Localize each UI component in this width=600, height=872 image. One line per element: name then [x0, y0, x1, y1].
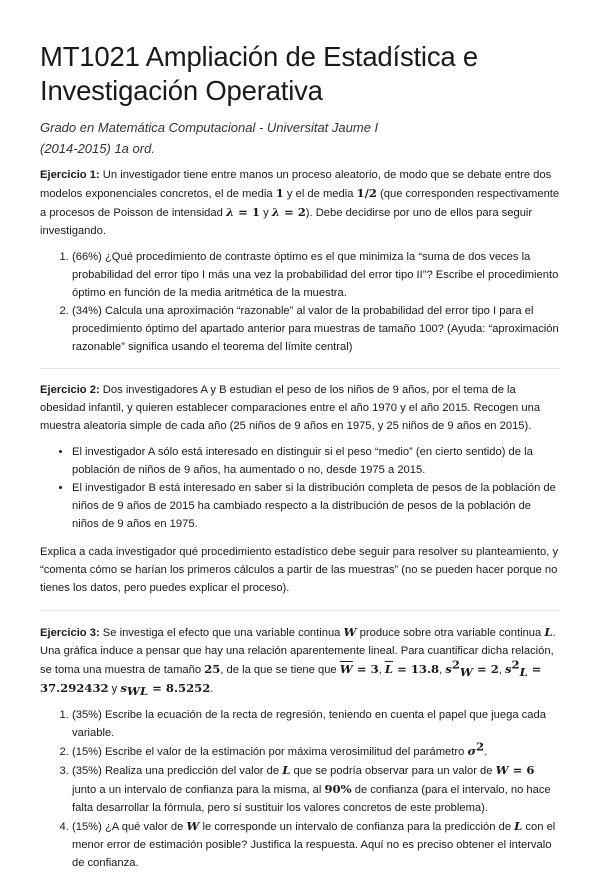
list-item: 2. (15%) Escribe el valor de la estimación por máxima verosimilitud del parámetro $\sigma^2$.	[72, 742, 560, 761]
list-item: • El investigador A sólo está interesado en distinguir si el peso “medio” (en cierto sentido) de la población de niños de 9 años, ha aumentado o no, desde 1975 a 2015.	[72, 443, 560, 479]
page-title	[40, 40, 560, 108]
exercise-2-label: Ejercicio 2:	[40, 384, 100, 396]
exercise-1-label: Ejercicio 1:	[40, 169, 100, 181]
exercise-3-label: Ejercicio 3:	[40, 627, 100, 639]
subtitle	[40, 118, 560, 160]
subtitle-degree: Grado en Matemática Computacional - Universitat Jaume I	[40, 120, 379, 135]
title-line-1: MT1021 Ampliación de Estadística e	[40, 41, 479, 72]
divider	[40, 610, 560, 611]
list-item: 2. (34%) Calcula una aproximación “razonable” al valor de la probabilidad del error tipo I para el procedimiento óptimo del apartado anterior para muestras de tamaño 100? (Ayuda: “aproximación razonable” significa usando el teorema del límite central)	[72, 302, 560, 356]
list-item: 4. (15%) ¿A qué valor de W le corresponde un intervalo de confianza para la predicción de L con el menor error de estimación posible? Justifica la respuesta. Aquí no es preciso obtener el intervalo de confianza.	[72, 817, 560, 872]
divider	[40, 368, 560, 369]
list-item: 1. (66%) ¿Qué procedimiento de contraste óptimo es el que minimiza la “suma de dos veces la probabilidad del error tipo I más una vez la probabilidad del error tipo II”? Escribe el procedimiento óptimo en función de la media aritmética de la muestra.	[72, 248, 560, 302]
exercise-3	[40, 623, 560, 872]
exercise-2	[40, 381, 560, 597]
exercise-1-questions	[40, 248, 560, 356]
list-item: • El investigador B está interesado en saber si la distribución completa de pesos de la población de niños de 9 años de 2015 ha cambiado respecto a la distribución de pesos de la población de niños de 9 años en 1975.	[72, 479, 560, 533]
exercise-3-questions	[40, 706, 560, 872]
exercise-3-statement: Ejercicio 3: Se investiga el efecto que una variable continua W produce sobre otra variable continua L. Una gráfica induce a pensar que hay una relación aparentemente lineal. Para cuantificar dicha relación, se toma una muestra de tamaño 25, de la que se tiene que $\overline{W} = 3$, $\overline{L} = 13.8$, $s^2_W = 2$, $s^2_L = 37.292432$ y $s_{WL} = 8.5252$.	[40, 625, 556, 699]
exercise-1-statement: Ejercicio 1: Un investigador tiene entre manos un proceso aleatorio, de modo que se debate entre dos modelos exponenciales concretos, el de media 1 y el de media 1/2 (que corresponden respectivamente a procesos de Poisson de intensidad λ = 1 y λ = 2). Debe decidirse por uno de ellos para seguir investigando.	[40, 169, 560, 237]
title-line-2: Investigación Operativa	[40, 75, 323, 106]
list-item: 3. (35%) Realiza una predicción del valor de L que se podría observar para un valor de W = 6 junto a un intervalo de confianza para la misma, al 90% de confianza (para el intervalo, no hace falta desarrollar la fórmula, pero sí sustituir los valores concretos de este problema).	[72, 761, 560, 817]
exercise-2-bullets	[40, 443, 560, 533]
exercise-2-statement: Ejercicio 2: Dos investigadores A y B estudian el peso de los niños de 9 años, por el tema de la obesidad infantil, y quieren establecer comparaciones entre el año 1970 y el año 2015. Recogen una muestra aleatoria simple de cada año (25 niños de 9 años en 1975, y 25 niños de 9 años en 2015).	[40, 384, 541, 432]
subtitle-session: (2014-2015) 1a ord.	[40, 141, 155, 156]
list-item: 1. (35%) Escribe la ecuación de la recta de regresión, teniendo en cuenta el papel que juega cada variable.	[72, 706, 560, 742]
exercise-1	[40, 166, 560, 356]
exercise-2-closing: Explica a cada investigador qué procedimiento estadístico debe seguir para resolver su planteamiento, y “comenta cómo se harían los primeros cálculos a partir de las muestras” (no se pueden hacer porque no tienes los datos, pero puedes explicar el proceso).	[40, 546, 559, 594]
